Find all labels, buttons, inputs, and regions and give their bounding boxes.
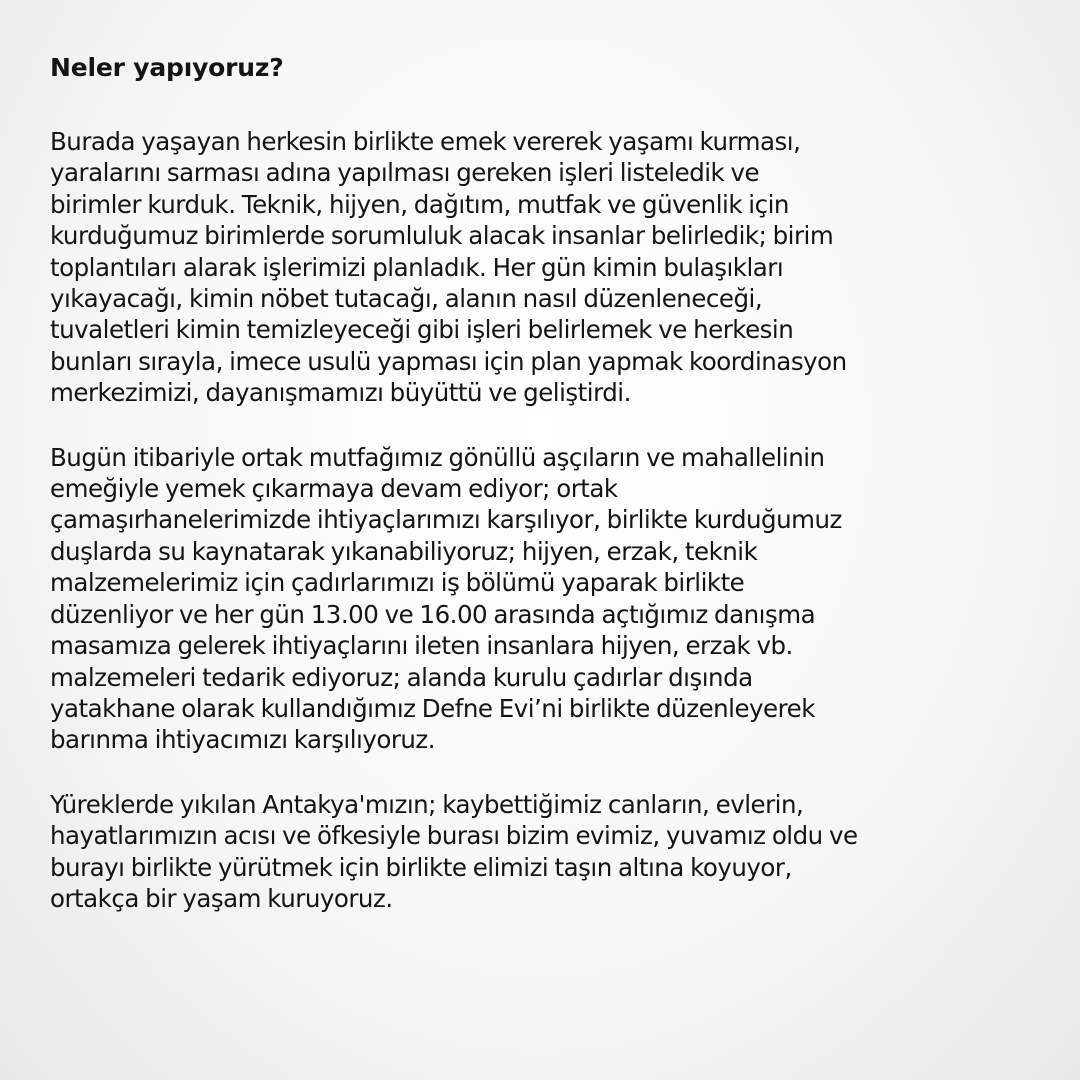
text-line: çamaşırhanelerimizde ihtiyaçlarımızı karşılıyor, birlikte kurduğumuz [50,505,842,535]
text-line: toplantıları alarak işlerimizi planladık. Her gün kimin bulaşıkları [50,252,784,282]
paragraph-closing [50,789,1040,915]
text-line: masamıza gelerek ihtiyaçlarını ileten insanlara hijyen, erzak vb. [50,631,793,661]
paragraph-units [50,126,1040,409]
text-line: duşlarda su kaynatarak yıkanabiliyoruz; hijyen, erzak, teknik [50,536,758,566]
text-line: malzemeleri tedarik ediyoruz; alanda kurulu çadırlar dışında [50,662,753,692]
text-line: yaralarını sarması adına yapılması gereken işleri listeledik ve [50,158,760,188]
text-line: tuvaletleri kimin temizleyeceği gibi işleri belirlemek ve herkesin [50,315,794,345]
text-line: kurduğumuz birimlerde sorumluluk alacak insanlar belirledik; birim [50,221,834,251]
page-title: Neler yapıyoruz? [50,53,284,82]
text-line: bunları sırayla, imece usulü yapması için plan yapmak koordinasyon [50,346,847,376]
text-line: yatakhane olarak kullandığımız Defne Evi’ni birlikte düzenleyerek [50,693,815,723]
text-line: yıkayacağı, kimin nöbet tutacağı, alanın nasıl düzenleneceği, [50,284,763,314]
text-line: Yüreklerde yıkılan Antakya'mızın; kaybettiğimiz canların, evlerin, [50,789,804,819]
text-line: düzenliyor ve her gün 13.00 ve 16.00 arasında açtığımız danışma [50,599,816,629]
text-line: burayı birlikte yürütmek için birlikte elimizi taşın altına koyuyor, [50,852,792,882]
text-line: ortakça bir yaşam kuruyoruz. [50,883,393,913]
text-line: emeğiyle yemek çıkarmaya devam ediyor; ortak [50,474,618,504]
text-line: barınma ihtiyacımızı karşılıyoruz. [50,725,436,755]
text-line: malzemelerimiz için çadırlarımızı iş bölümü yaparak birlikte [50,568,745,598]
document-page [50,48,1040,914]
text-line: Bugün itibariyle ortak mutfağımız gönüllü aşçıların ve mahallelinin [50,442,825,472]
text-line: hayatlarımızın acısı ve öfkesiyle burası bizim evimiz, yuvamız oldu ve [50,821,858,851]
text-line: birimler kurduk. Teknik, hijyen, dağıtım, mutfak ve güvenlik için [50,189,789,219]
paragraph-services [50,442,1040,756]
text-line: Burada yaşayan herkesin birlikte emek vererek yaşamı kurması, [50,127,801,156]
text-line: merkezimizi, dayanışmamızı büyüttü ve geliştirdi. [50,378,631,408]
